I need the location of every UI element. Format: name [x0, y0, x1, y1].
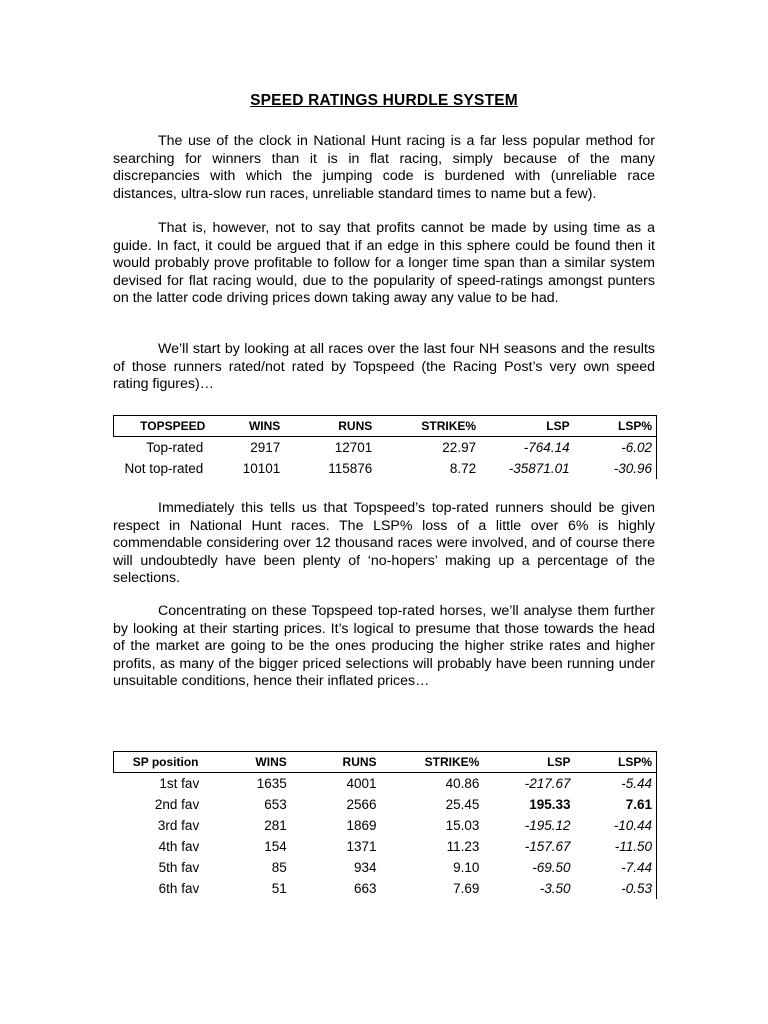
table-row — [114, 878, 657, 899]
cell-lsp: -217.67 — [524, 776, 571, 791]
col-header-strike: STRIKE% — [381, 752, 484, 773]
cell-lsp-pct: -11.50 — [575, 836, 657, 857]
cell-runs: 115876 — [328, 461, 373, 476]
cell-lsp: -69.50 — [532, 860, 571, 875]
cell-strike: 40.86 — [445, 776, 480, 791]
row-label: Not top-rated — [124, 461, 204, 476]
cell-strike: 11.23 — [446, 839, 480, 854]
cell-wins: 281 — [264, 818, 287, 833]
cell-strike: 15.03 — [445, 818, 480, 833]
col-header-lsp: LSP — [480, 416, 574, 437]
cell-lsp: 195.33 — [529, 797, 571, 812]
cell-runs: 1371 — [346, 839, 377, 854]
paragraph-5: Concentrating on these Topspeed top-rated horses, we’ll analyse them further by looking at their starting prices. It’s logical to presume that those towards the head of the market are going to be the ones producing the higher strike rates and higher profits, as many of the bigger priced selections will probably have been running under unsuitable conditions, hence their inflated prices… — [113, 603, 655, 690]
col-header-lsp-pct: LSP% — [574, 416, 657, 437]
page-title: SPEED RATINGS HURDLE SYSTEM — [250, 92, 518, 109]
cell-strike: 9.10 — [453, 860, 480, 875]
cell-lsp-pct: -30.96 — [574, 458, 657, 479]
col-header-topspeed: TOPSPEED — [114, 416, 210, 437]
col-header-strike: STRIKE% — [376, 416, 480, 437]
cell-runs: 12701 — [334, 440, 373, 455]
table-header-row — [114, 416, 657, 437]
cell-strike: 25.45 — [445, 797, 480, 812]
table-row — [114, 815, 657, 836]
cell-strike: 8.72 — [449, 461, 477, 476]
row-label: 3rd fav — [157, 818, 200, 833]
col-header-wins: WINS — [217, 752, 291, 773]
cell-runs: 663 — [354, 881, 377, 896]
topspeed-table — [113, 415, 657, 479]
col-header-runs: RUNS — [291, 752, 381, 773]
cell-lsp-pct: -10.44 — [575, 815, 657, 836]
cell-runs: 4001 — [346, 776, 377, 791]
cell-strike: 7.69 — [453, 881, 480, 896]
row-label: 1st fav — [159, 776, 200, 791]
cell-lsp: -764.14 — [523, 440, 570, 455]
table-row — [114, 437, 657, 459]
row-label: 5th fav — [158, 860, 200, 875]
col-header-lsp: LSP — [483, 752, 574, 773]
col-header-lsp-pct: LSP% — [575, 752, 657, 773]
table-header-row — [114, 752, 657, 773]
table-row — [114, 794, 657, 815]
cell-wins: 1635 — [256, 776, 287, 791]
table-row — [114, 773, 657, 795]
cell-wins: 10101 — [242, 461, 281, 476]
col-header-sp-position: SP position — [114, 752, 218, 773]
paragraph-3: We’ll start by looking at all races over the last four NH seasons and the results of those runners rated/not rated by Topspeed (the Racing Post’s very own speed rating figures)… — [113, 341, 655, 393]
cell-wins: 653 — [264, 797, 287, 812]
row-label: 6th fav — [158, 881, 200, 896]
sp-position-table — [113, 751, 657, 899]
table-row — [114, 857, 657, 878]
paragraph-4: Immediately this tells us that Topspeed’s top-rated runners should be given respect in National Hunt races. The LSP% loss of a little over 6% is highly commendable considering over 12 thousand races were involved, and of course there will undoubtedly have been plenty of ‘no-hopers’ making up a percentage of the selections. — [113, 500, 655, 587]
cell-lsp: -195.12 — [524, 818, 571, 833]
paragraph-2: That is, however, not to say that profits cannot be made by using time as a guide. In fact, it could be argued that if an edge in this sphere could be found then it would probably prove profitable to follow for a longer time span than a similar system devised for flat racing would, due to the popularity of speed-ratings amongst punters on the latter code driving prices down taking away any value to be had. — [113, 220, 655, 307]
row-label: 2nd fav — [154, 797, 200, 812]
cell-lsp: -35871.01 — [508, 461, 570, 476]
cell-wins: 51 — [271, 881, 287, 896]
cell-runs: 934 — [354, 860, 377, 875]
cell-wins: 85 — [271, 860, 287, 875]
cell-lsp-pct: -6.02 — [574, 437, 657, 459]
row-label: 4th fav — [158, 839, 200, 854]
cell-lsp: -3.50 — [539, 881, 571, 896]
cell-lsp: -157.67 — [524, 839, 571, 854]
cell-lsp-pct: 7.61 — [575, 794, 657, 815]
cell-lsp-pct: -5.44 — [575, 773, 657, 795]
col-header-runs: RUNS — [284, 416, 376, 437]
cell-lsp-pct: -0.53 — [575, 878, 657, 899]
cell-wins: 2917 — [250, 440, 281, 455]
cell-runs: 1869 — [346, 818, 377, 833]
table-row — [114, 458, 657, 479]
row-label: Top-rated — [146, 440, 204, 455]
table-row — [114, 836, 657, 857]
cell-runs: 2566 — [346, 797, 377, 812]
cell-wins: 154 — [264, 839, 287, 854]
cell-strike: 22.97 — [442, 440, 477, 455]
paragraph-1: The use of the clock in National Hunt racing is a far less popular method for searching for winners than it is in flat racing, simply because of the many discrepancies with which the jumping code is burdened with (unreliable race distances, ultra-slow run races, unreliable standard times to name but a few). — [113, 133, 655, 202]
col-header-wins: WINS — [209, 416, 284, 437]
cell-lsp-pct: -7.44 — [575, 857, 657, 878]
